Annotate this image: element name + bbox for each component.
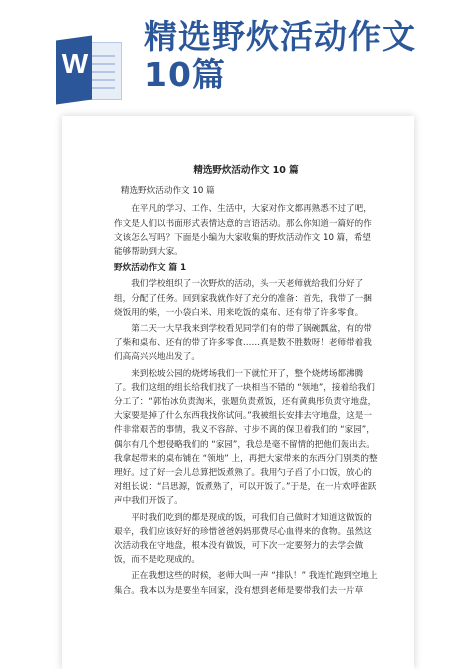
body-paragraph: 我们学校组织了一次野炊的活动，头一天老师就给我们分好了组，分配了任务。回到家我就作好了充分的准备：首先，我带了一捆烧饭用的柴，一小袋白米、用来吃饭的桌布、还有带了许多零食。 xyxy=(114,279,372,318)
document-subtitle: 精选野炊活动作文 10 篇 xyxy=(120,186,215,197)
page-title: 精选野炊活动作文 10篇 xyxy=(144,17,416,94)
header xyxy=(0,0,474,118)
body-paragraph: 平时我们吃到的都是现成的饭，可我们自己做时才知道这做饭的艰辛，我们应该好好的珍惜爸爸妈妈那费尽心血得来的食物。虽然这次活动我在守地盘，根本没有做饭，可下次一定要努力的去学会做饭，而不是吃现成的。 xyxy=(114,512,372,566)
section-heading: 野炊活动作文 篇 1 xyxy=(114,263,187,274)
body-paragraph: 正在我想这些的时候，老师大叫一声 “排队！” 我连忙跑到空地上集合。我本以为是要坐车回家，没有想到老师是要带我们去一片草 xyxy=(114,571,378,596)
intro-paragraph: 在平凡的学习、工作、生活中，大家对作文都再熟悉不过了吧，作文是人们以书面形式表情达意的言语活动。那么你知道一篇好的作文该怎么写吗？下面是小编为大家收集的野炊活动作文 10 篇，希望能够帮助到大家。 xyxy=(114,204,372,258)
body-paragraph: 第二天一大早我来到学校看见同学们有的带了锅碗瓢盆，有的带了柴和桌布、还有的带了许多零食……真是数不胜数呀！老师带着我们高高兴兴地出发了。 xyxy=(114,324,372,363)
word-document-icon xyxy=(56,38,130,102)
document-title: 精选野炊活动作文 10 篇 xyxy=(193,165,299,176)
body-paragraph: 来到松坡公园的烧烤场我们一下就忙开了，整个烧烤场都沸腾了。我们这组的组长给我们找了一块相当不错的 “领地”，接着给我们分工了：“郭怡冰负责淘米，张题负责煮饭，还有黄典彤负责守地盘，大家要是掉了什么东西我找你试问。”我被组长安排去守地盘，这是一件非常艰苦的事情，我义不容辞、寸步不离的保卫着我们的 “家园”，偶尔有几个想侵略我们的 “家园”，我总是毫不留情的把他们轰出去。我拿起带来的桌布铺在 “领地” 上，再把大家带来的东西分门别类的整理好。过了好一会儿总算把饭煮熟了。我用勺子舀了小口饭，放心的对组长说：“吕思源，饭煮熟了，可以开饭了。”于是，在一片欢呼雀跃声中我们开饭了。 xyxy=(114,368,378,507)
document-page xyxy=(62,116,414,669)
word-icon-letter: W xyxy=(61,48,89,79)
document-body xyxy=(114,164,378,600)
